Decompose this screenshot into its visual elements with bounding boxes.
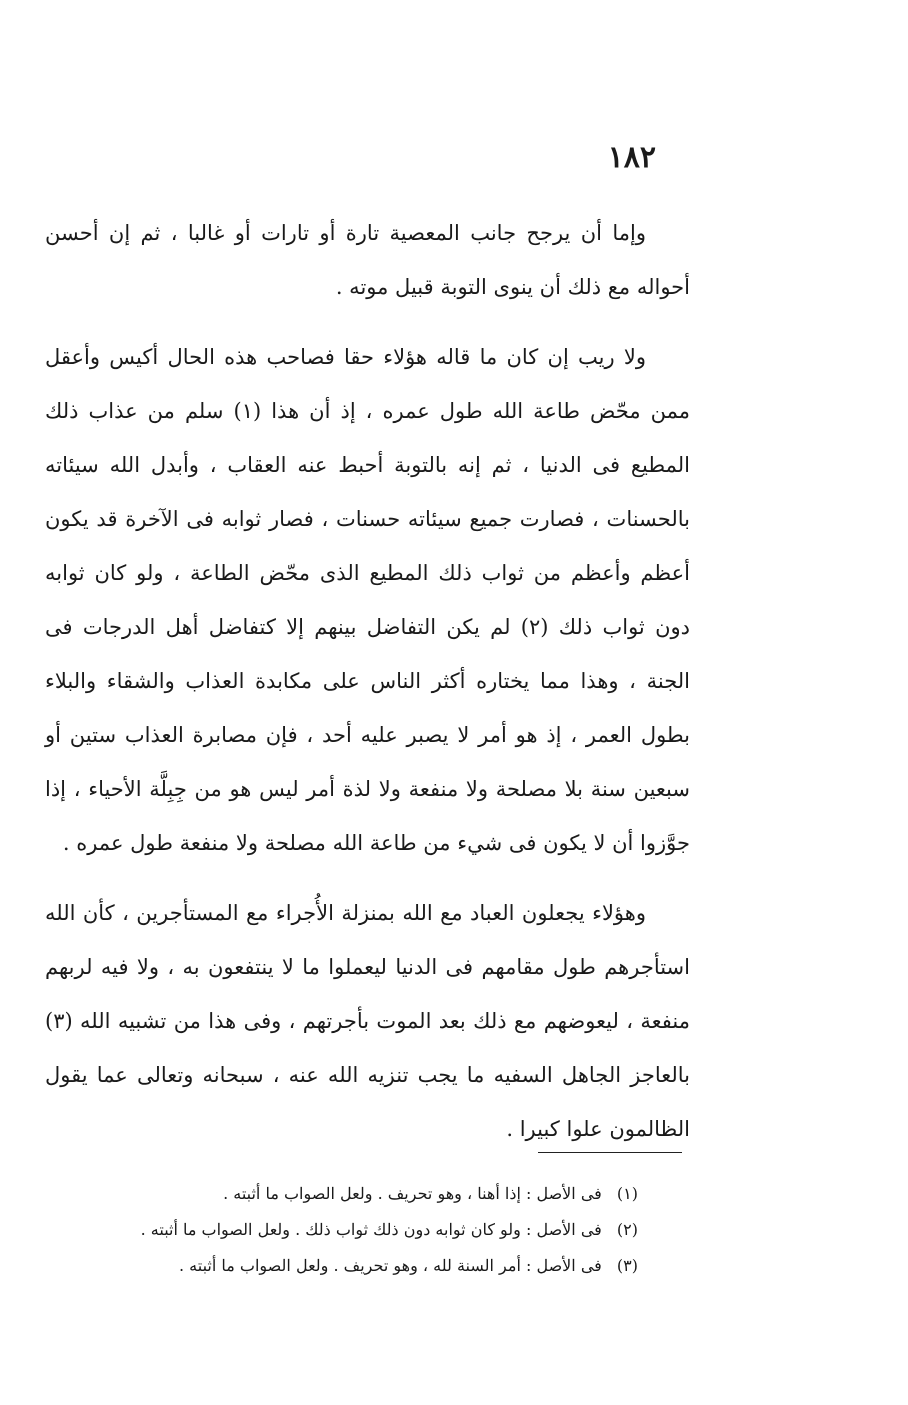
page-number: ١٨٢ [607,140,656,175]
paragraph-2: ولا ريب إن كان ما قاله هؤلاء حقا فصاحب هذه الحال أكيس وأعقل ممن محّض طاعة الله طول عمره ، إذ أن هذا (١) سلم من عذاب ذلك المطيع فى الدنيا ، ثم إنه بالتوبة أحبط عنه العقاب ، وأبدل الله سيئاته بالحسنات ، فصارت جميع سيئاته حسنات ، فصار ثوابه فى الآخرة قد يكون أعظم وأعظم من ثواب ذلك المطيع الذى محّض الطاعة ، ولو كان ثوابه دون ثواب ذلك (٢) لم يكن التفاضل بينهم إلا كتفاضل أهل الدرجات فى الجنة ، وهذا مما يختاره أكثر الناس على مكابدة العذاب والشقاء والبلاء بطول العمر ، إذ هو أمر لا يصبر عليه أحد ، فإن مصابرة العذاب ستين أو سبعين سنة بلا مصلحة ولا منفعة ولا لذة أمر ليس هو من جِبِلَّة الأحياء ، إذا جوَّزوا أن لا يكون فى شيء من طاعة الله مصلحة ولا منفعة طول عمره . [45,345,690,855]
paragraph-1: وإما أن يرجح جانب المعصية تارة أو تارات أو غالبا ، ثم إن أحسن أحواله مع ذلك أن ينوى التوبة قبيل موته . [45,221,690,299]
footnote-3 [78,1248,638,1284]
footnote-number: (٣) [616,1256,638,1275]
footnote-1 [78,1176,638,1212]
footnote-text: فى الأصل : أمر السنة لله ، وهو تحريف . ولعل الصواب ما أثبته . [178,1256,602,1275]
paragraph-3: وهؤلاء يجعلون العباد مع الله بمنزلة الأُجراء مع المستأجرين ، كأن الله استأجرهم طول مقامهم فى الدنيا ليعملوا ما لا ينتفعون به ، ولا فيه لربهم منفعة ، ليعوضهم مع ذلك بعد الموت بأجرتهم ، وفى هذا من تشبيه الله (٣) بالعاجز الجاهل السفيه ما يجب تنزيه الله عنه ، سبحانه وتعالى عما يقول الظالمون علوا كبيرا . [45,901,690,1141]
footnote-text: فى الأصل : ولو كان ثوابه دون ذلك ثواب ذلك . ولعل الصواب ما أثبته . [140,1220,602,1239]
footnote-number: (٢) [616,1220,638,1239]
footnotes [78,1176,638,1284]
footnote-text: فى الأصل : إذا أهنا ، وهو تحريف . ولعل الصواب ما أثبته . [223,1184,602,1203]
main-text [45,206,690,1172]
footnote-number: (١) [616,1184,638,1203]
footnote-2 [78,1212,638,1248]
footnote-divider [538,1152,682,1153]
